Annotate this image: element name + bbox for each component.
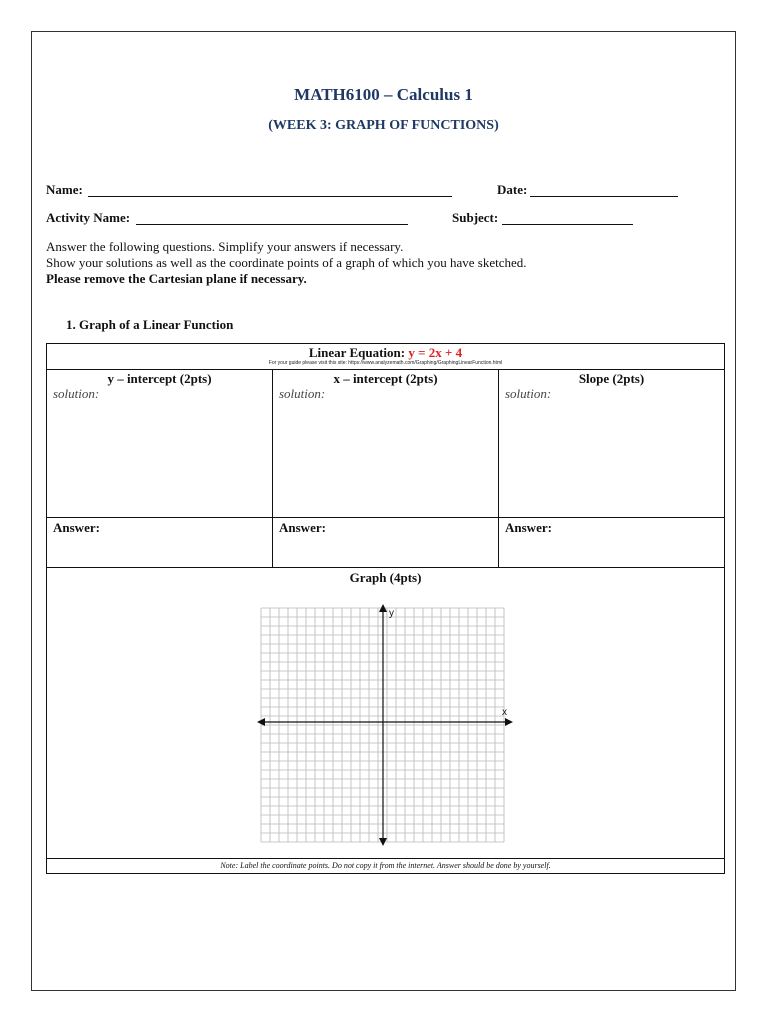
slope-answer-cell[interactable]	[499, 518, 725, 568]
instructions	[46, 239, 527, 287]
note-text: Note: Label the coordinate points. Do not copy it from the internet. Answer should be done by yourself.	[220, 861, 551, 870]
column-heading: x – intercept (2pts)	[333, 371, 438, 386]
solution-label: solution:	[53, 386, 100, 401]
section-heading: 1. Graph of a Linear Function	[66, 317, 234, 332]
name-label: Name:	[46, 182, 83, 197]
y-axis-label: y	[389, 608, 394, 619]
x-intercept-solution-cell[interactable]	[273, 370, 499, 518]
activity-name-label: Activity Name:	[46, 210, 131, 225]
column-heading: Slope (2pts)	[578, 371, 645, 386]
instruction-line-bold: Please remove the Cartesian plane if necessary.	[46, 271, 307, 286]
slope-solution-cell[interactable]	[499, 370, 725, 518]
solution-label: solution:	[279, 386, 326, 401]
guide-link[interactable]: For your guide please visit this site: https://www.analyzemath.com/Graphing/GraphingLinearFunction.html	[268, 360, 503, 366]
worksheet-page	[31, 31, 736, 991]
answer-label: Answer:	[505, 520, 552, 535]
name-field[interactable]	[88, 196, 452, 197]
subject-field[interactable]	[502, 224, 633, 225]
x-axis-right-arrow	[505, 718, 513, 726]
activity-name-field[interactable]	[136, 224, 408, 225]
cartesian-plane[interactable]	[257, 604, 513, 846]
x-intercept-answer-cell[interactable]	[273, 518, 499, 568]
equation-line	[47, 344, 724, 360]
note-cell	[47, 859, 725, 874]
subject-label: Subject:	[452, 210, 499, 225]
instruction-line: Answer the following questions. Simplify your answers if necessary.	[46, 239, 404, 254]
equation-value: y = 2x + 4	[408, 345, 463, 360]
graph-cell	[47, 568, 725, 859]
date-field[interactable]	[530, 196, 678, 197]
answer-label: Answer:	[53, 520, 100, 535]
graph-heading: Graph (4pts)	[349, 570, 422, 585]
page-subtitle: (WEEK 3: GRAPH OF FUNCTIONS)	[268, 118, 499, 133]
page-title: MATH6100 – Calculus 1	[294, 85, 473, 104]
column-heading: y – intercept (2pts)	[107, 371, 212, 386]
y-intercept-answer-cell[interactable]	[47, 518, 273, 568]
y-intercept-solution-cell[interactable]	[47, 370, 273, 518]
date-label: Date:	[497, 182, 528, 197]
equation-label: Linear Equation:	[308, 345, 409, 360]
equation-cell	[47, 344, 725, 370]
instruction-line: Show your solutions as well as the coordinate points of a graph of which you have sketched.	[46, 255, 527, 270]
worksheet-table	[46, 343, 725, 874]
answer-label: Answer:	[279, 520, 326, 535]
solution-label: solution:	[505, 386, 552, 401]
x-axis-label: x	[502, 707, 507, 718]
